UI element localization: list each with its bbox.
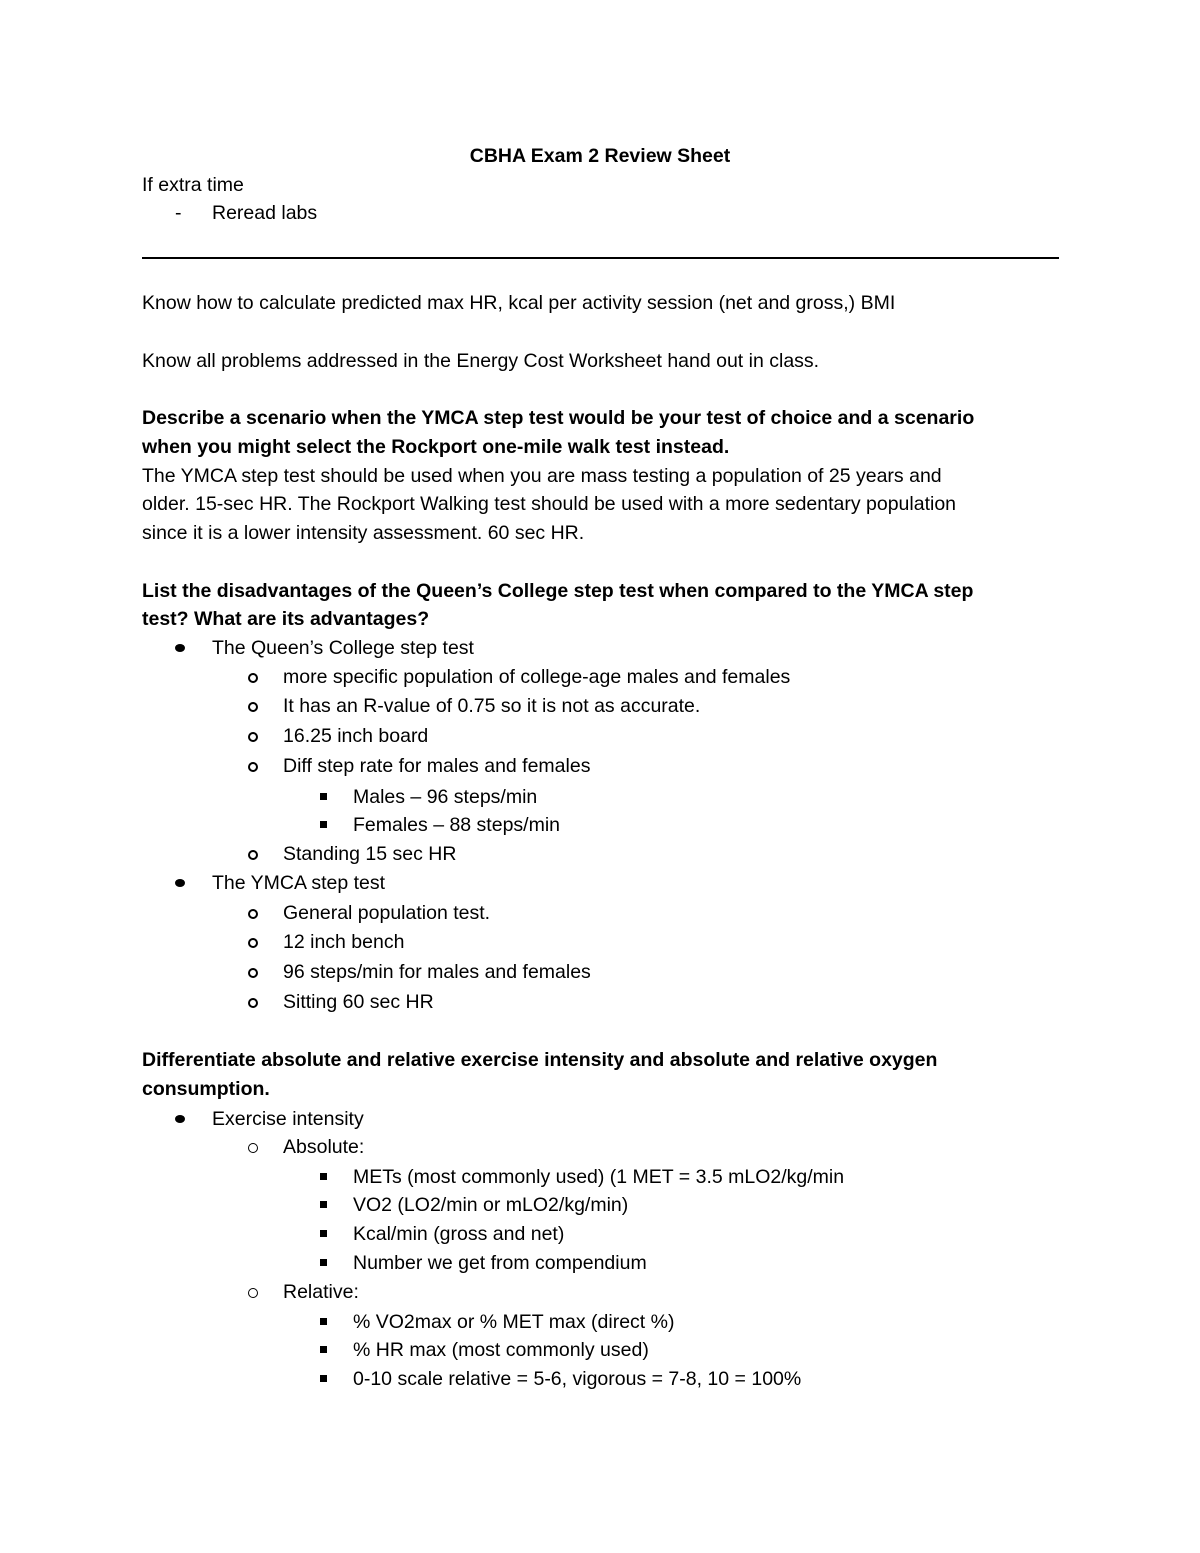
bullet-square-icon	[320, 821, 327, 828]
q3-question-line-2: consumption.	[142, 1078, 270, 1100]
bullet-ring-icon	[248, 673, 258, 683]
queens-item-3: 16.25 inch board	[283, 725, 429, 747]
bullet-square-icon	[320, 1173, 327, 1180]
bullet-square-icon	[320, 1318, 327, 1325]
q2-question-line-1: List the disadvantages of the Queen’s College step test when compared to the YMCA step	[142, 580, 974, 602]
relative-label: Relative:	[283, 1281, 359, 1303]
bullet-dot-icon	[175, 1115, 185, 1123]
bullet-dot-icon	[175, 644, 185, 652]
queens-sub-2: Females – 88 steps/min	[353, 814, 561, 836]
bullet-square-icon	[320, 793, 327, 800]
queens-label: The Queen’s College step test	[212, 637, 474, 659]
q1-question-line-1: Describe a scenario when the YMCA step test would be your test of choice and a scenario	[142, 407, 975, 429]
absolute-item-1: METs (most commonly used) (1 MET = 3.5 mLO2/kg/min	[353, 1166, 845, 1188]
absolute-item-4: Number we get from compendium	[353, 1252, 647, 1274]
bullet-ring-icon	[248, 762, 258, 772]
bullet-square-icon	[320, 1201, 327, 1208]
dash-marker: -	[175, 202, 182, 224]
q1-answer-line-1: The YMCA step test should be used when you are mass testing a population of 25 years and	[142, 465, 942, 487]
queens-item-1: more specific population of college-age males and females	[283, 666, 791, 688]
intensity-label: Exercise intensity	[212, 1108, 364, 1130]
bullet-ring-icon	[248, 968, 258, 978]
ymca-item-4: Sitting 60 sec HR	[283, 991, 434, 1013]
absolute-label: Absolute:	[283, 1136, 365, 1158]
know-line-1: Know how to calculate predicted max HR, kcal per activity session (net and gross,) BMI	[142, 292, 896, 314]
ymca-item-1: General population test.	[283, 902, 491, 924]
intro-item: Reread labs	[212, 202, 318, 224]
q1-answer-line-2: older. 15-sec HR. The Rockport Walking test should be used with a more sedentary population	[142, 493, 957, 515]
absolute-item-3: Kcal/min (gross and net)	[353, 1223, 565, 1245]
bullet-square-icon	[320, 1375, 327, 1382]
page-title: CBHA Exam 2 Review Sheet	[469, 145, 731, 167]
q1-answer-line-3: since it is a lower intensity assessment. 60 sec HR.	[142, 522, 585, 544]
bullet-ring-icon	[248, 850, 258, 860]
ymca-item-2: 12 inch bench	[283, 931, 405, 953]
bullet-square-icon	[320, 1346, 327, 1353]
queens-item-last: Standing 15 sec HR	[283, 843, 457, 865]
bullet-square-icon	[320, 1230, 327, 1237]
q3-question-line-1: Differentiate absolute and relative exercise intensity and absolute and relative oxygen	[142, 1049, 938, 1071]
queens-sub-1: Males – 96 steps/min	[353, 786, 538, 808]
q2-question-line-2: test? What are its advantages?	[142, 608, 430, 630]
bullet-dot-icon	[175, 879, 185, 887]
bullet-square-icon	[320, 1259, 327, 1266]
know-line-2: Know all problems addressed in the Energy Cost Worksheet hand out in class.	[142, 350, 820, 372]
q1-question-line-2: when you might select the Rockport one-mile walk test instead.	[142, 436, 730, 458]
bullet-ring-icon	[248, 732, 258, 742]
ymca-item-3: 96 steps/min for males and females	[283, 961, 591, 983]
horizontal-rule	[142, 257, 1059, 259]
bullet-ring-icon	[248, 1288, 258, 1298]
queens-item-2: It has an R-value of 0.75 so it is not as accurate.	[283, 695, 701, 717]
bullet-ring-icon	[248, 998, 258, 1008]
relative-item-2: % HR max (most commonly used)	[353, 1339, 649, 1361]
bullet-ring-icon	[248, 1143, 258, 1153]
bullet-ring-icon	[248, 909, 258, 919]
absolute-item-2: VO2 (LO2/min or mLO2/kg/min)	[353, 1194, 629, 1216]
bullet-ring-icon	[248, 702, 258, 712]
queens-item-4: Diff step rate for males and females	[283, 755, 591, 777]
relative-item-1: % VO2max or % MET max (direct %)	[353, 1311, 675, 1333]
bullet-ring-icon	[248, 938, 258, 948]
ymca-label: The YMCA step test	[212, 872, 386, 894]
intro-line: If extra time	[142, 174, 244, 196]
relative-item-3: 0-10 scale relative = 5-6, vigorous = 7-8, 10 = 100%	[353, 1368, 802, 1390]
